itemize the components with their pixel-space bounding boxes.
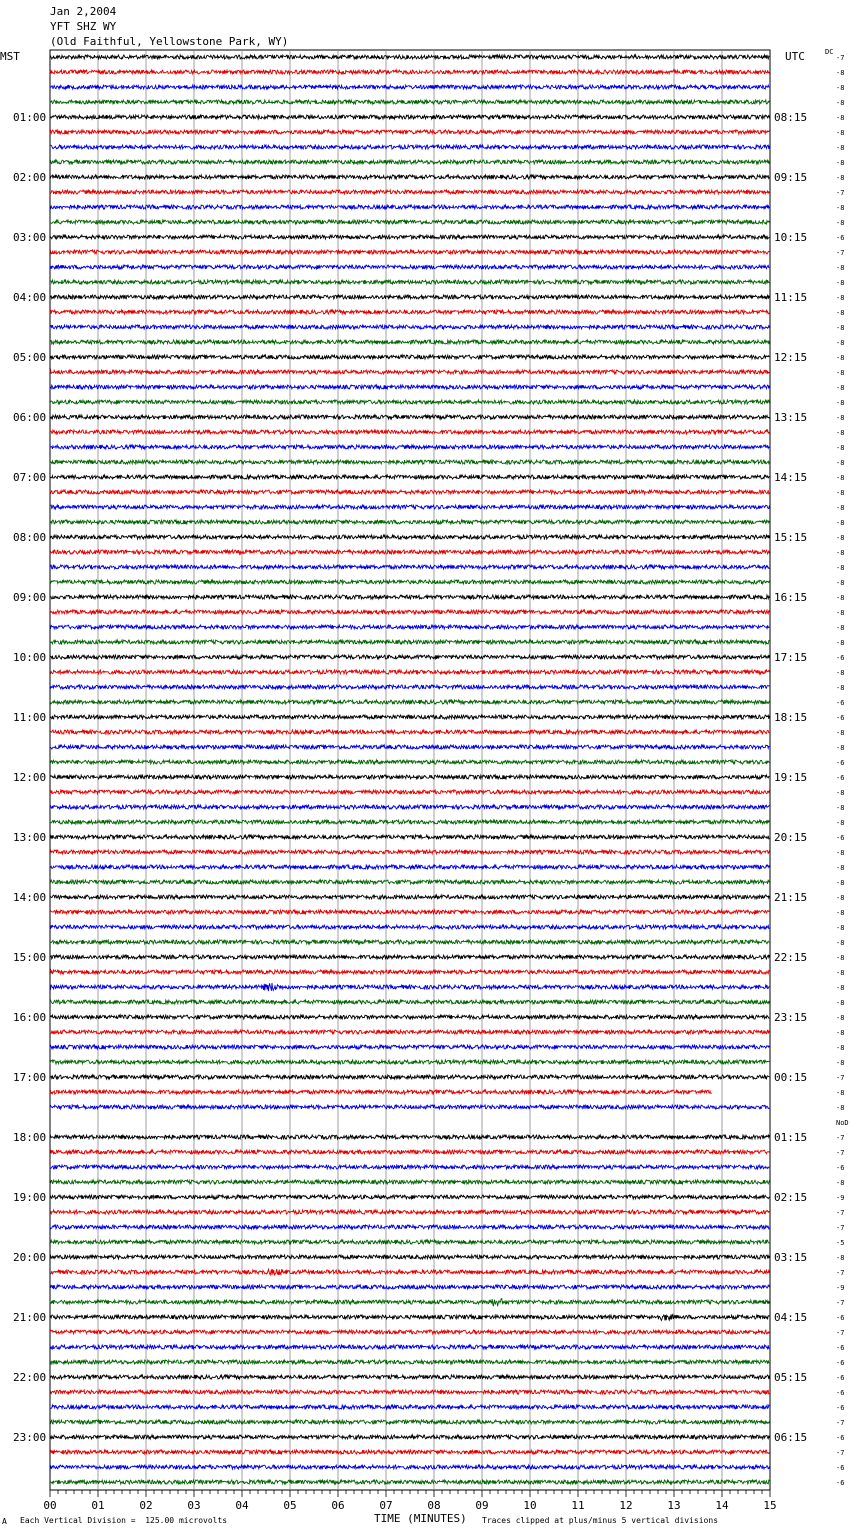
x-tick-label: 02 (139, 1499, 153, 1512)
x-tick-label: 06 (331, 1499, 345, 1512)
dc-offset-value: -7 (836, 1074, 845, 1082)
seismic-trace (50, 280, 769, 284)
seismic-trace (50, 685, 769, 689)
mst-hour-label: 15:00 (13, 951, 47, 964)
mst-hour-label: 22:00 (13, 1371, 47, 1384)
x-tick-label: 01 (91, 1499, 105, 1512)
dc-offset-value: -9 (836, 1194, 845, 1202)
seismic-trace (50, 1165, 769, 1169)
seismic-trace (50, 850, 769, 854)
dc-offset-value: -8 (836, 69, 845, 77)
seismic-trace (50, 760, 769, 764)
dc-offset-value: -8 (836, 1029, 845, 1037)
utc-hour-label: 11:15 (774, 291, 808, 304)
dc-offset-value: -8 (836, 84, 845, 92)
x-tick-label: 04 (235, 1499, 249, 1512)
dc-offset-value: -8 (836, 879, 845, 887)
dc-offset-value: -8 (836, 519, 845, 527)
seismic-trace (50, 895, 769, 899)
dc-offset-value: -6 (836, 1314, 845, 1322)
seismic-trace (50, 565, 769, 569)
seismic-trace (50, 910, 769, 914)
seismic-trace (50, 1135, 769, 1139)
dc-offset-value: -6 (836, 759, 845, 767)
seismic-trace (50, 325, 769, 329)
dc-offset-value: -8 (836, 744, 845, 752)
dc-offset-value: -8 (836, 204, 845, 212)
dc-offset-value: -8 (836, 564, 845, 572)
dc-offset-value: -8 (836, 294, 845, 302)
seismic-trace (50, 1210, 769, 1214)
seismic-trace (50, 625, 769, 629)
dc-offset-value: -8 (836, 144, 845, 152)
seismic-trace (50, 1299, 769, 1307)
utc-hour-label: 12:15 (774, 351, 808, 364)
dc-offset-value: -6 (836, 1479, 845, 1487)
seismic-trace (50, 610, 769, 614)
seismic-trace (50, 880, 769, 884)
utc-hour-label: 14:15 (774, 471, 808, 484)
x-tick-label: 15 (763, 1499, 777, 1512)
dc-offset-value: -8 (836, 1254, 845, 1262)
seismic-trace (50, 775, 769, 779)
seismic-trace (50, 1000, 769, 1004)
dc-offset-value: -6 (836, 1464, 845, 1472)
dc-offset-value: -8 (836, 504, 845, 512)
seismic-trace (50, 115, 769, 119)
dc-offset-value: -8 (836, 1104, 845, 1112)
x-tick-label: 07 (379, 1499, 393, 1512)
clip-note: Traces clipped at plus/minus 5 vertical divisions (482, 1516, 719, 1525)
seismic-trace (50, 805, 769, 809)
utc-hour-label: 20:15 (774, 831, 808, 844)
dc-offset-value: -8 (836, 849, 845, 857)
seismic-trace (50, 790, 769, 794)
seismic-trace (50, 520, 769, 524)
seismic-trace (50, 490, 769, 494)
dc-offset-value: -8 (836, 534, 845, 542)
mst-hour-label: 08:00 (13, 531, 47, 544)
mst-hour-label: 05:00 (13, 351, 47, 364)
x-tick-label: 10 (523, 1499, 537, 1512)
dc-offset-value: -8 (836, 159, 845, 167)
dc-offset-value: -8 (836, 1089, 845, 1097)
seismic-trace (50, 1330, 769, 1334)
utc-hour-label: 16:15 (774, 591, 808, 604)
dc-offset-value: -8 (836, 789, 845, 797)
seismic-trace (50, 1390, 769, 1394)
dc-offset-value: -6 (836, 774, 845, 782)
dc-offset-value: -9 (836, 1284, 845, 1292)
utc-hour-label: 06:15 (774, 1431, 808, 1444)
x-tick-label: 12 (619, 1499, 633, 1512)
dc-offset-value: -8 (836, 399, 845, 407)
seismic-trace (50, 1465, 769, 1469)
seismic-trace (50, 1269, 769, 1275)
mst-hour-label: 23:00 (13, 1431, 47, 1444)
dc-offset-value: -8 (836, 624, 845, 632)
dc-offset-value: -7 (836, 1209, 845, 1217)
mst-hour-label: 02:00 (13, 171, 47, 184)
utc-hour-label: 04:15 (774, 1311, 808, 1324)
seismic-trace (50, 130, 769, 134)
dc-offset-value: -8 (836, 384, 845, 392)
seismic-trace (50, 145, 769, 149)
dc-offset-value: -8 (836, 999, 845, 1007)
utc-hour-label: 05:15 (774, 1371, 808, 1384)
seismic-trace (50, 220, 769, 224)
dc-offset-value: -8 (836, 954, 845, 962)
mst-hour-label: 12:00 (13, 771, 47, 784)
dc-offset-value: -8 (836, 894, 845, 902)
dc-offset-value: -8 (836, 909, 845, 917)
dc-offset-value: -6 (836, 234, 845, 242)
dc-offset-value: -8 (836, 984, 845, 992)
seismic-trace (50, 1285, 769, 1289)
seismic-trace (50, 460, 769, 464)
x-tick-label: 08 (427, 1499, 441, 1512)
seismic-trace (50, 940, 769, 944)
dc-offset-value: -8 (836, 339, 845, 347)
seismic-trace (50, 1150, 769, 1154)
seismic-trace (50, 1045, 769, 1049)
seismic-trace (50, 160, 769, 164)
seismic-trace (50, 430, 769, 434)
dc-offset-value: -8 (836, 489, 845, 497)
seismic-trace (50, 595, 769, 599)
dc-offset-value: -7 (836, 189, 845, 197)
dc-offset-value: -8 (836, 219, 845, 227)
mst-hour-label: 11:00 (13, 711, 47, 724)
dc-offset-value: -8 (836, 264, 845, 272)
seismic-trace (50, 1105, 769, 1109)
seismic-trace (50, 1195, 769, 1199)
dc-offset-value: -7 (836, 1269, 845, 1277)
dc-offset-value: -8 (836, 609, 845, 617)
seismic-trace (50, 1450, 769, 1454)
dc-offset-value: -8 (836, 354, 845, 362)
utc-hour-label: 22:15 (774, 951, 808, 964)
dc-offset-value: -8 (836, 549, 845, 557)
seismic-trace (50, 535, 769, 539)
dc-offset-value: -8 (836, 429, 845, 437)
seismic-trace (50, 1435, 769, 1439)
seismic-trace (50, 1225, 769, 1229)
dc-offset-value: -8 (836, 1179, 845, 1187)
seismic-trace (50, 1420, 769, 1424)
dc-offset-value: -6 (836, 714, 845, 722)
dc-offset-value: -6 (836, 1374, 845, 1382)
utc-hour-label: 01:15 (774, 1131, 808, 1144)
mst-hour-label: 01:00 (13, 111, 47, 124)
utc-hour-label: 15:15 (774, 531, 808, 544)
dc-offset-value: -8 (836, 414, 845, 422)
utc-hour-label: 08:15 (774, 111, 808, 124)
dc-offset-value: -8 (836, 99, 845, 107)
seismic-trace (50, 700, 769, 704)
dc-offset-value: -8 (836, 924, 845, 932)
dc-offset-value: -8 (836, 594, 845, 602)
dc-offset-value: NoD (836, 1119, 849, 1127)
dc-offset-value: -7 (836, 1224, 845, 1232)
seismic-trace (50, 550, 769, 554)
dc-offset-value: -8 (836, 114, 845, 122)
seismic-trace (50, 1030, 769, 1034)
seismic-trace (50, 820, 769, 824)
seismic-trace (50, 655, 769, 659)
x-tick-label: 00 (43, 1499, 57, 1512)
plot-date: Jan 2,2004 (50, 5, 117, 18)
utc-hour-label: 09:15 (774, 171, 808, 184)
dc-offset-label: DC (825, 48, 834, 56)
seismic-trace (50, 983, 769, 991)
seismic-trace (50, 415, 769, 419)
seismic-trace (50, 640, 769, 644)
seismic-trace (50, 580, 769, 584)
dc-offset-value: -7 (836, 54, 845, 62)
dc-offset-value: -8 (836, 474, 845, 482)
dc-offset-value: -8 (836, 309, 845, 317)
seismic-trace (50, 1255, 769, 1259)
dc-offset-value: -8 (836, 729, 845, 737)
dc-offset-value: -6 (836, 834, 845, 842)
seismic-trace (50, 835, 769, 839)
utc-hour-label: 19:15 (774, 771, 808, 784)
utc-hour-label: 21:15 (774, 891, 808, 904)
seismic-trace (50, 70, 769, 74)
x-tick-label: 03 (187, 1499, 201, 1512)
seismic-trace (50, 340, 769, 344)
dc-offset-value: -6 (836, 1164, 845, 1172)
utc-hour-label: 00:15 (774, 1071, 808, 1084)
mst-hour-label: 10:00 (13, 651, 47, 664)
seismic-trace (50, 1345, 769, 1349)
seismic-trace (50, 295, 769, 299)
dc-offset-value: -8 (836, 579, 845, 587)
dc-offset-value: -8 (836, 939, 845, 947)
mst-hour-label: 17:00 (13, 1071, 47, 1084)
seismic-trace (50, 1405, 769, 1409)
seismic-trace (50, 250, 769, 254)
dc-offset-value: -7 (836, 1149, 845, 1157)
seismic-trace (50, 400, 769, 404)
seismic-trace (50, 355, 769, 359)
dc-offset-value: -8 (836, 129, 845, 137)
dc-offset-value: -7 (836, 249, 845, 257)
seismic-trace (50, 55, 769, 59)
seismic-trace (50, 1375, 769, 1379)
seismic-trace (50, 310, 769, 314)
x-tick-label: 09 (475, 1499, 489, 1512)
seismic-trace (50, 670, 769, 674)
dc-offset-value: -7 (836, 1329, 845, 1337)
seismic-trace (50, 730, 769, 734)
dc-offset-value: -8 (836, 1014, 845, 1022)
seismic-trace (50, 1480, 769, 1484)
utc-hour-label: 02:15 (774, 1191, 808, 1204)
seismic-trace (50, 745, 769, 749)
dc-offset-value: -6 (836, 1359, 845, 1367)
dc-offset-value: -6 (836, 1404, 845, 1412)
mst-hour-label: 09:00 (13, 591, 47, 604)
dc-offset-value: -8 (836, 324, 845, 332)
seismic-trace (50, 475, 769, 479)
seismic-trace (50, 1090, 712, 1094)
seismic-trace (50, 265, 769, 269)
dc-offset-value: -5 (836, 1239, 845, 1247)
dc-offset-value: -6 (836, 1389, 845, 1397)
mst-hour-label: 06:00 (13, 411, 47, 424)
mst-axis-label: MST (0, 50, 20, 63)
seismic-trace (50, 925, 769, 929)
station-location: (Old Faithful, Yellowstone Park, WY) (50, 35, 289, 48)
seismic-trace (50, 1180, 769, 1184)
dc-offset-value: -8 (836, 804, 845, 812)
scale-note: Each Vertical Division = 125.00 microvolts (20, 1516, 228, 1525)
seismic-trace (50, 1060, 769, 1064)
seismic-trace (50, 1075, 769, 1079)
mst-hour-label: 04:00 (13, 291, 47, 304)
x-axis-label: TIME (MINUTES) (374, 1512, 467, 1525)
dc-offset-value: -8 (836, 279, 845, 287)
seismic-trace (50, 955, 769, 959)
seismic-trace (50, 205, 769, 209)
mst-hour-label: 16:00 (13, 1011, 47, 1024)
seismic-trace (50, 370, 769, 374)
mst-hour-label: 20:00 (13, 1251, 47, 1264)
mst-hour-label: 03:00 (13, 231, 47, 244)
x-tick-label: 05 (283, 1499, 297, 1512)
seismic-trace (50, 505, 769, 509)
dc-offset-value: -8 (836, 684, 845, 692)
mst-hour-label: 19:00 (13, 1191, 47, 1204)
utc-hour-label: 17:15 (774, 651, 808, 664)
dc-offset-value: -8 (836, 864, 845, 872)
x-tick-label: 13 (667, 1499, 681, 1512)
dc-offset-value: -6 (836, 699, 845, 707)
utc-axis-label: UTC (785, 50, 805, 63)
dc-offset-value: -8 (836, 1059, 845, 1067)
dc-offset-value: -7 (836, 1299, 845, 1307)
utc-hour-label: 03:15 (774, 1251, 808, 1264)
dc-offset-value: -8 (836, 174, 845, 182)
dc-offset-value: -7 (836, 1419, 845, 1427)
seismic-trace (50, 85, 769, 89)
mst-hour-label: 07:00 (13, 471, 47, 484)
dc-offset-value: -8 (836, 969, 845, 977)
utc-hour-label: 23:15 (774, 1011, 808, 1024)
seismic-trace (50, 190, 769, 194)
seismic-trace (50, 1360, 769, 1364)
dc-offset-value: -7 (836, 1449, 845, 1457)
dc-offset-value: -6 (836, 1434, 845, 1442)
utc-hour-label: 13:15 (774, 411, 808, 424)
dc-offset-value: -8 (836, 459, 845, 467)
dc-offset-value: -6 (836, 1344, 845, 1352)
seismic-trace (50, 445, 769, 449)
seismic-trace (50, 1314, 769, 1320)
dc-offset-value: -7 (836, 1134, 845, 1142)
seismic-trace (50, 715, 769, 719)
utc-hour-label: 10:15 (774, 231, 808, 244)
dc-offset-value: -8 (836, 444, 845, 452)
dc-offset-value: -8 (836, 1044, 845, 1052)
seismic-trace (50, 175, 769, 179)
seismic-trace (50, 1015, 769, 1019)
mst-hour-label: 13:00 (13, 831, 47, 844)
dc-offset-value: -6 (836, 654, 845, 662)
footer-mark: A (2, 1517, 7, 1526)
seismic-trace (50, 100, 769, 104)
dc-offset-value: -8 (836, 819, 845, 827)
seismic-trace (50, 970, 769, 974)
dc-offset-value: -8 (836, 369, 845, 377)
dc-offset-value: -8 (836, 639, 845, 647)
seismic-trace (50, 1240, 769, 1244)
mst-hour-label: 21:00 (13, 1311, 47, 1324)
seismic-trace (50, 385, 769, 389)
seismic-trace (50, 865, 769, 869)
x-tick-label: 11 (571, 1499, 585, 1512)
mst-hour-label: 18:00 (13, 1131, 47, 1144)
dc-offset-value: -8 (836, 669, 845, 677)
utc-hour-label: 18:15 (774, 711, 808, 724)
station-name: YFT SHZ WY (50, 20, 117, 33)
seismic-trace (50, 235, 769, 239)
x-tick-label: 14 (715, 1499, 729, 1512)
mst-hour-label: 14:00 (13, 891, 47, 904)
